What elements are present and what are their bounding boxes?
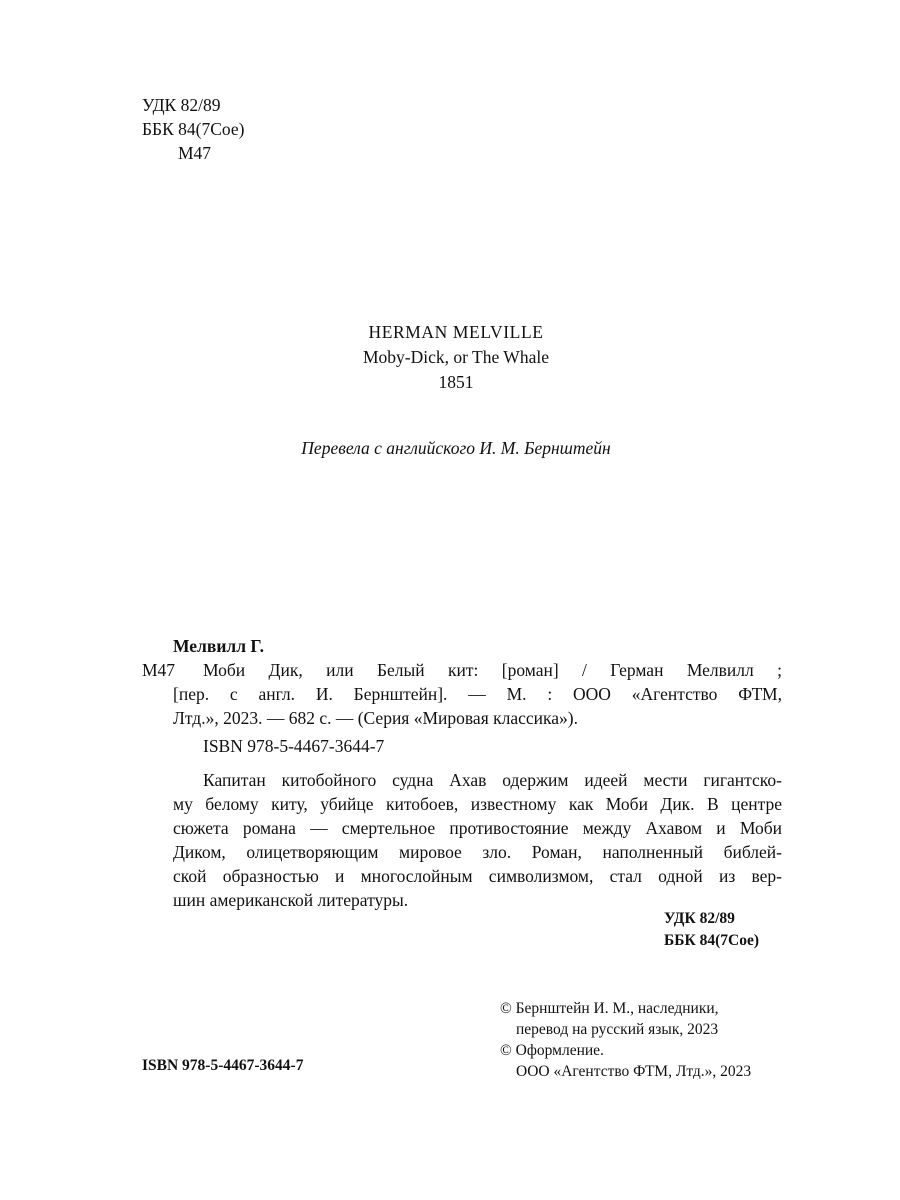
copyright-line: © Бернштейн И. М., наследники, xyxy=(500,1000,719,1017)
copyright-line: перевод на русский язык, 2023 xyxy=(516,1021,719,1038)
author-mark: М47 xyxy=(178,143,212,163)
abstract-line: му белому киту, убийце китобоев, известному как Моби Дик. В центре xyxy=(173,794,782,814)
classification-bottom xyxy=(664,908,759,952)
bibliographic-record xyxy=(142,634,782,912)
record-entry-continuation xyxy=(142,682,782,730)
bbk-code: ББК 84(7Сое) xyxy=(142,119,245,139)
record-entry-first-row xyxy=(142,658,782,682)
original-year: 1851 xyxy=(438,372,474,392)
abstract-line: шин американской литературы. xyxy=(173,890,409,910)
original-edition-block xyxy=(0,320,900,395)
record-abstract xyxy=(142,768,782,912)
copyright-line: ООО «Агентство ФТМ, Лтд.», 2023 xyxy=(516,1063,752,1080)
record-author-heading: Мелвилл Г. xyxy=(173,636,264,656)
record-code: М47 xyxy=(142,660,176,680)
abstract-line: Капитан китобойного судна Ахав одержим идеей мести гигантско- xyxy=(203,770,782,790)
bbk-code-bottom: ББК 84(7Сое) xyxy=(664,932,760,949)
udk-code-bottom: УДК 82/89 xyxy=(664,910,735,927)
record-entry-line: Лтд.», 2023. — 682 с. — (Серия «Мировая классика»). xyxy=(173,708,578,728)
original-author: HERMAN MELVILLE xyxy=(368,322,544,342)
abstract-line: Диком, олицетворяющим мировое зло. Роман, наполненный библей- xyxy=(173,842,782,862)
copyright-block xyxy=(500,998,751,1082)
record-entry-line: Моби Дик, или Белый кит: [роман] / Герман Мелвилл ; xyxy=(203,660,782,680)
original-title: Moby-Dick, or The Whale xyxy=(363,347,549,367)
isbn-bottom: ISBN 978-5-4467-3644-7 xyxy=(142,1057,304,1074)
record-entry-line: [пер. с англ. И. Бернштейн]. — М. : ООО «Агентство ФТМ, xyxy=(173,684,782,704)
abstract-line: сюжета романа — смертельное противостояние между Ахавом и Моби xyxy=(173,818,782,838)
translator-note: Перевела с английского И. М. Бернштейн xyxy=(301,438,611,458)
classification-top xyxy=(142,93,244,165)
copyright-line: © Оформление. xyxy=(500,1042,604,1059)
abstract-line: ской образностью и многослойным символизмом, стал одной из вер- xyxy=(173,866,782,886)
udk-code: УДК 82/89 xyxy=(142,95,221,115)
record-isbn: ISBN 978-5-4467-3644-7 xyxy=(203,736,385,756)
